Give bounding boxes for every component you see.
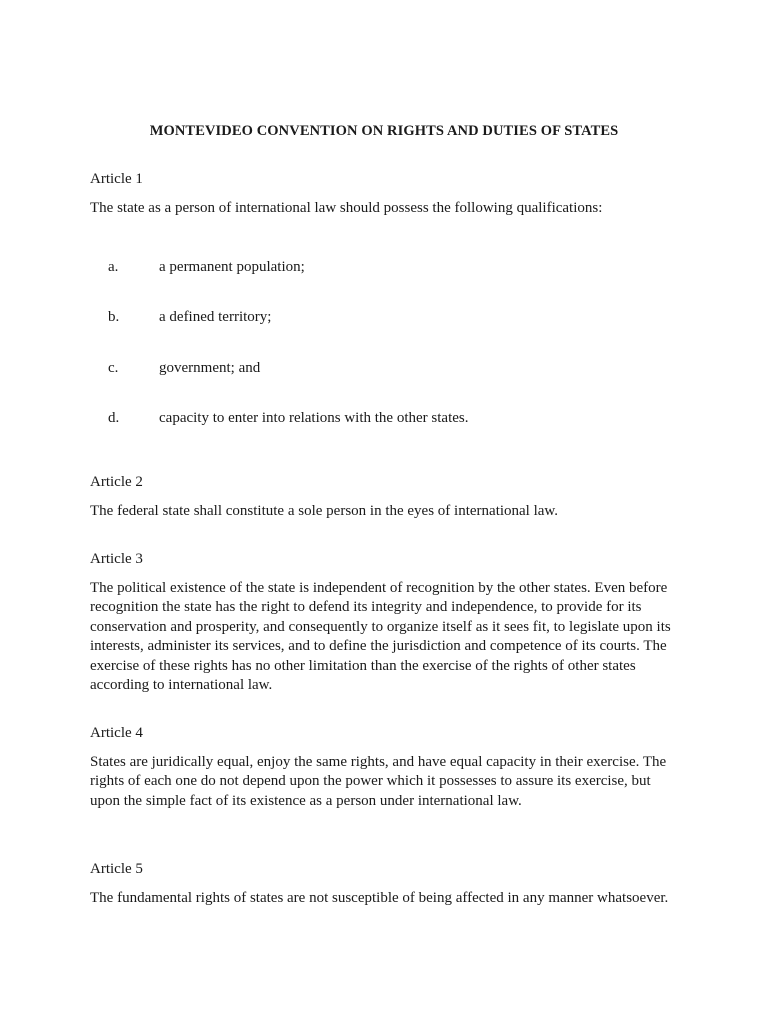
list-item-text: capacity to enter into relations with the other states. xyxy=(159,410,469,426)
document-title: MONTEVIDEO CONVENTION ON RIGHTS AND DUTIES OF STATES xyxy=(149,123,619,139)
list-item-text: a permanent population; xyxy=(159,259,305,275)
article-3-heading: Article 3 xyxy=(90,551,143,567)
article-3-text: The political existence of the state is independent of recognition by the other states. Even before recognition the state has the right to defend its integrity and independence, to provide for its conservation and prosperity, and consequently to organize itself as it sees fit, to legislate upon its interests, administer its services, and to define the jurisdiction and competence of its courts. The exercise of these rights has no other limitation than the exercise of the rights of other states according to international law. xyxy=(90,580,671,694)
article-4-heading: Article 4 xyxy=(90,725,143,741)
article-4-text: States are juridically equal, enjoy the same rights, and have equal capacity in their exercise. The rights of each one do not depend upon the power which it possesses to assure its exercise, but upon the simple fact of its existence as a person under international law. xyxy=(90,754,667,809)
article-2-heading: Article 2 xyxy=(90,474,143,490)
article-5-text: The fundamental rights of states are not susceptible of being affected in any manner whatsoever. xyxy=(90,890,669,906)
list-item-letter: b. xyxy=(108,309,120,325)
article-2-text: The federal state shall constitute a sole person in the eyes of international law. xyxy=(90,503,559,519)
list-item-letter: d. xyxy=(108,410,120,426)
article-1-text: The state as a person of international law should possess the following qualifications: xyxy=(90,200,603,216)
article-1-heading: Article 1 xyxy=(90,171,143,187)
document-page xyxy=(90,0,690,1024)
list-item-text: government; and xyxy=(159,360,261,376)
list-item-letter: c. xyxy=(108,360,119,376)
article-5-heading: Article 5 xyxy=(90,861,143,877)
list-item-letter: a. xyxy=(108,259,119,275)
list-item-text: a defined territory; xyxy=(159,309,272,325)
